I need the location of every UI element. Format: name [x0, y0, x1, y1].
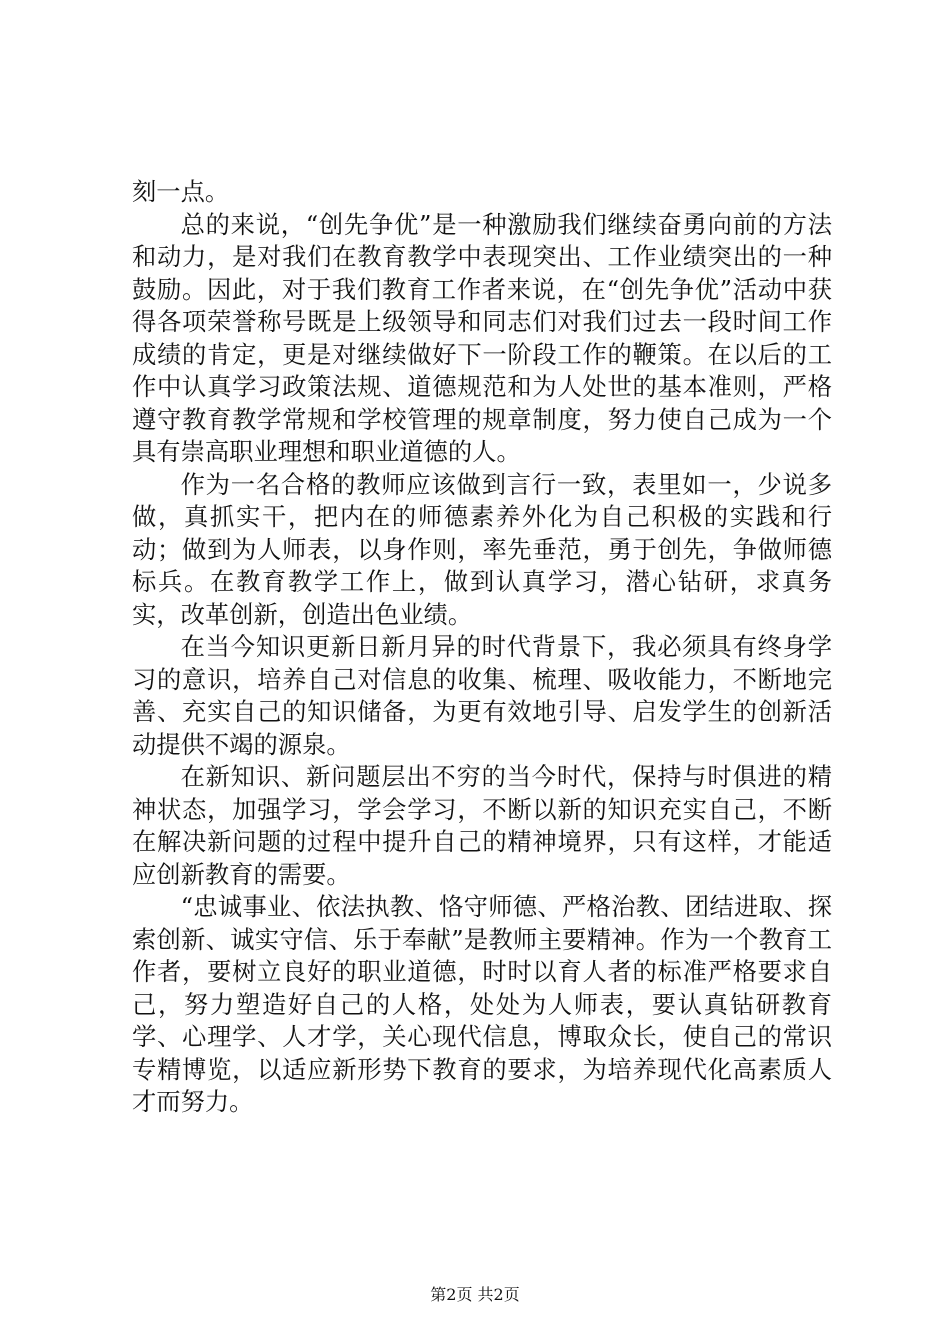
paragraph-3: 作为一名合格的教师应该做到言行一致，表里如一，少说多做，真抓实干，把内在的师德素养外化为自己积极的实践和行动；做到为人师表，以身作则，率先垂范，勇于创先，争做师德标兵。在教育教学工作上，做到认真学习，潜心钻研，求真务实，改革创新，创造出色业绩。	[132, 469, 832, 629]
paragraph-2: 总的来说，“创先争优”是一种激励我们继续奋勇向前的方法和动力，是对我们在教育教学中表现突出、工作业绩突出的一种鼓励。因此，对于我们教育工作者来说，在“创先争优”活动中获得各项荣誉称号既是上级领导和同志们对我们过去一段时间工作成绩的肯定，更是对继续做好下一阶段工作的鞭策。在以后的工作中认真学习政策法规、道德规范和为人处世的基本准则，严格遵守教育教学常规和学校管理的规章制度，努力使自己成为一个具有崇高职业理想和职业道德的人。	[132, 209, 832, 466]
paragraph-5: 在新知识、新问题层出不穷的当今时代，保持与时俱进的精神状态，加强学习，学会学习，不断以新的知识充实自己，不断在解决新问题的过程中提升自己的精神境界，只有这样，才能适应创新教育的需要。	[132, 762, 832, 889]
page-footer: 第2页 共2页	[430, 1285, 520, 1304]
paragraph-1: 刻一点。	[132, 177, 230, 206]
paragraph-6: “忠诚事业、依法执教、恪守师德、严格治教、团结进取、探索创新、诚实守信、乐于奉献”是教师主要精神。作为一个教育工作者，要树立良好的职业道德，时时以育人者的标准严格要求自己，努力塑造好自己的人格，处处为人师表，要认真钻研教育学、心理学、人才学，关心现代信息，博取众长，使自己的常识专精博览，以适应新形势下教育的要求，为培养现代化高素质人才而努力。	[132, 892, 832, 1116]
paragraph-4: 在当今知识更新日新月异的时代背景下，我必须具有终身学习的意识，培养自己对信息的收集、梳理、吸收能力，不断地完善、充实自己的知识储备，为更有效地引导、启发学生的创新活动提供不竭的源泉。	[132, 632, 832, 759]
document-body	[132, 176, 832, 1119]
